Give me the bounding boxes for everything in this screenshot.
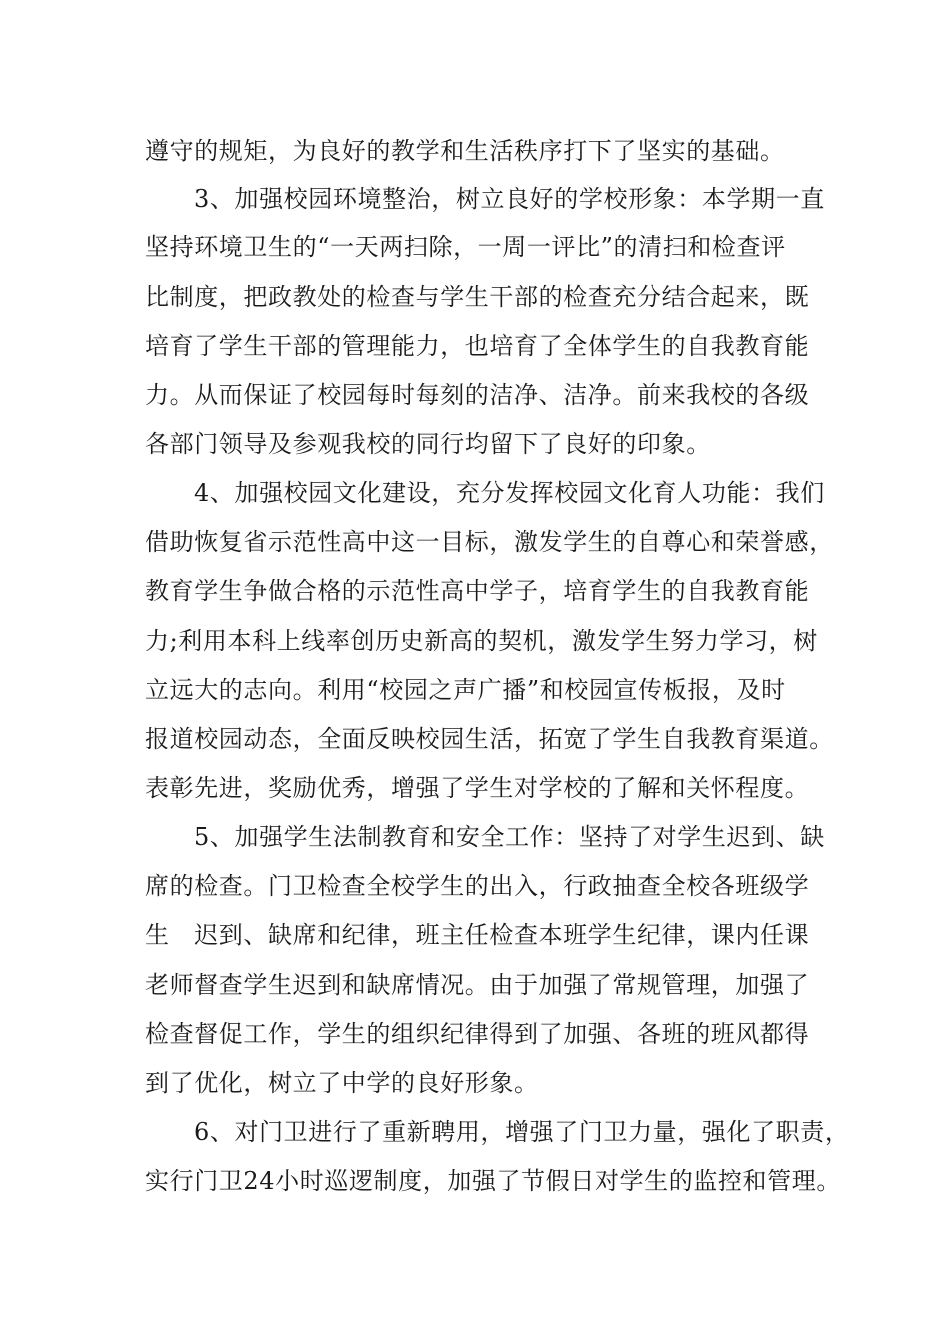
text-line: 4、加强校园文化建设，充分发挥校园文化育人功能：我们 <box>194 479 825 507</box>
text-line: 实行门卫24小时巡逻制度，加强了节假日对学生的监控和管理。 <box>145 1167 841 1195</box>
text-line: 3、加强校园环境整治，树立良好的学校形象：本学期一直 <box>194 185 825 213</box>
text-line: 到了优化，树立了中学的良好形象。 <box>145 1069 539 1097</box>
text-line: 教育学生争做合格的示范性高中学子，培育学生的自我教育能 <box>145 577 810 605</box>
text-line: 力;利用本科上线率创历史新高的契机，激发学生努力学习，树 <box>145 627 818 655</box>
text-line: 坚持环境卫生的“一天两扫除，一周一评比”的清扫和检查评 <box>145 233 786 261</box>
text-line: 报道校园动态，全面反映校园生活，拓宽了学生自我教育渠道。 <box>145 725 834 753</box>
text-line: 立远大的志向。利用“校园之声广播”和校园宣传板报，及时 <box>145 676 786 704</box>
text-line: 检查督促工作，学生的组织纪律得到了加强、各班的班风都得 <box>145 1020 810 1048</box>
text-line: 6、对门卫进行了重新聘用，增强了门卫力量，强化了职责， <box>194 1118 850 1146</box>
text-line: 各部门领导及参观我校的同行均留下了良好的印象。 <box>145 430 711 458</box>
text-line: 老师督查学生迟到和缺席情况。由于加强了常规管理，加强了 <box>145 971 810 999</box>
text-line: 表彰先进，奖励优秀，增强了学生对学校的了解和关怀程度。 <box>145 774 810 802</box>
text-line: 5、加强学生法制教育和安全工作：坚持了对学生迟到、缺 <box>194 823 825 851</box>
text-line: 遵守的规矩，为良好的教学和生活秩序打下了坚实的基础。 <box>145 137 785 165</box>
text-line: 培育了学生干部的管理能力，也培育了全体学生的自我教育能 <box>145 332 810 360</box>
text-line: 力。从而保证了校园每时每刻的洁净、洁净。前来我校的各级 <box>145 381 810 409</box>
text-line: 席的检查。门卫检查全校学生的出入，行政抽查全校各班级学 <box>145 872 810 900</box>
text-line: 比制度，把政教处的检查与学生干部的检查充分结合起来，既 <box>145 283 810 311</box>
text-line: 生 迟到、缺席和纪律，班主任检查本班学生纪律，课内任课 <box>145 921 810 949</box>
text-line: 借助恢复省示范性高中这一目标，激发学生的自尊心和荣誉感， <box>145 528 834 556</box>
